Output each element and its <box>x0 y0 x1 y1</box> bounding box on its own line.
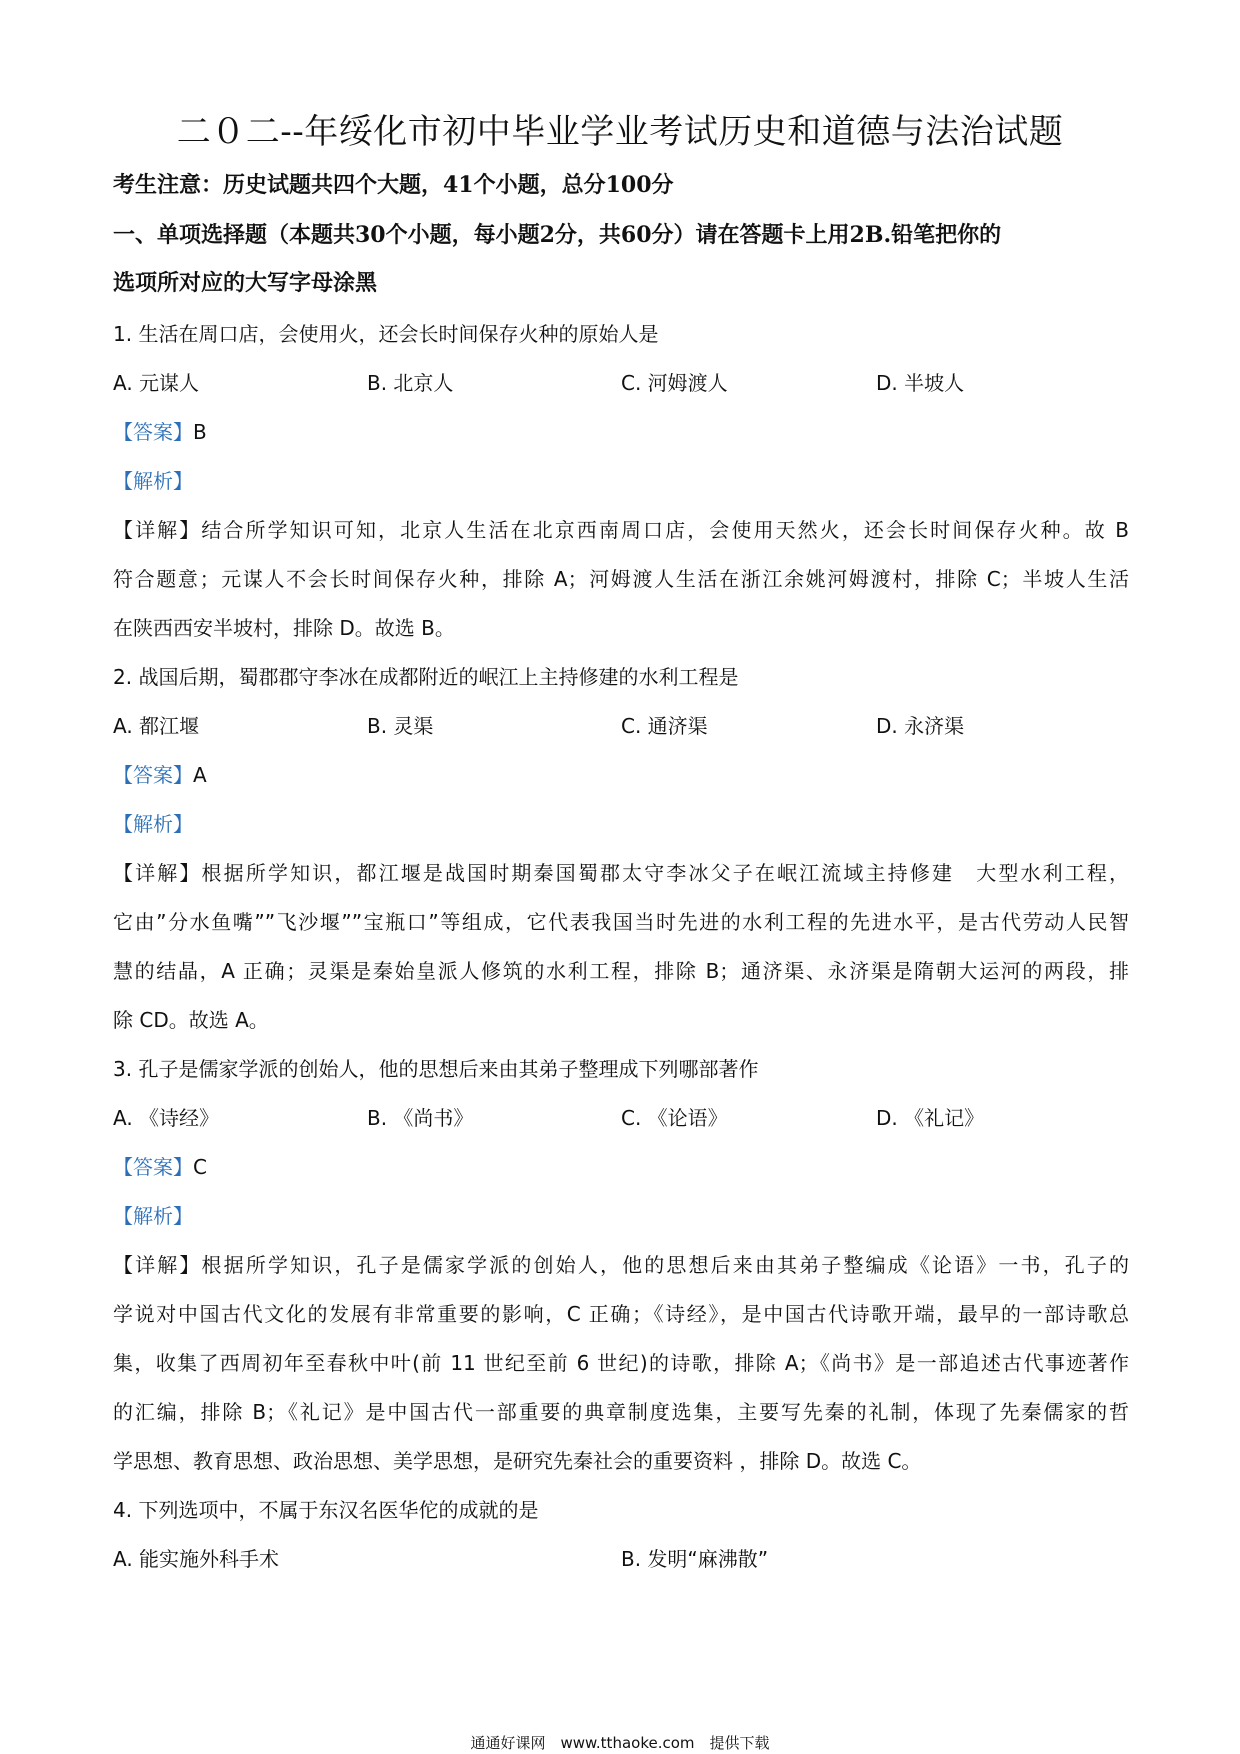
question-3-stem: 3. 孔子是儒家学派的创始人，他的思想后来由其弟子整理成下列哪部著作 <box>113 1057 759 1081</box>
q2-option-c: C. 通济渠 <box>621 714 708 738</box>
q3-option-b: B. 《尚书》 <box>367 1106 474 1130</box>
q3-answer <box>113 1151 207 1180</box>
detail-tag: 【详解】 <box>113 861 202 885</box>
q1-detail-text: 结合所学知识可知，北京人生活在北京西南周口店，会使用天然火，还会长时间保存火种。故 B <box>201 518 1130 542</box>
q2-detail-line <box>113 857 1129 886</box>
q1-option-a: A. 元谋人 <box>113 371 200 395</box>
q1-detail-line <box>113 514 1129 543</box>
detail-tag: 【详解】 <box>113 518 202 542</box>
analysis-tag: 【解析】 <box>113 469 193 493</box>
page-title: 二０二--年绥化市初中毕业学业考试历史和道德与法治试题 <box>176 112 1064 152</box>
q1-option-b: B. 北京人 <box>367 371 454 395</box>
q2-option-d: D. 永济渠 <box>876 714 965 738</box>
answer-tag: 【答案】 <box>113 1155 193 1179</box>
q4-option-a: A. 能实施外科手术 <box>113 1547 280 1571</box>
q2-detail-line: 它由”分水鱼嘴””飞沙堰””宝瓶口”等组成，它代表我国当时先进的水利工程的先进水平，是古代劳动人民智 <box>113 910 1129 934</box>
page-footer: 通通好课网 www.tthaoke.com 提供下载 <box>470 1734 770 1752</box>
q2-detail-line: 除 CD。故选 A。 <box>113 1008 269 1032</box>
q3-detail-line: 学说对中国古代文化的发展有非常重要的影响，C 正确；《诗经》，是中国古代诗歌开端，最早的一部诗歌总 <box>113 1302 1129 1326</box>
q2-detail-line: 慧的结晶，A 正确；灵渠是秦始皇派人修筑的水利工程，排除 B；通济渠、永济渠是隋朝大运河的两段，排 <box>113 959 1129 983</box>
q4-option-b: B. 发明“麻沸散” <box>621 1547 769 1571</box>
q3-detail-line <box>113 1249 1129 1278</box>
q3-detail-line: 的汇编，排除 B；《礼记》是中国古代一部重要的典章制度选集，主要写先秦的礼制，体现了先秦儒家的哲 <box>113 1400 1129 1424</box>
answer-tag: 【答案】 <box>113 420 193 444</box>
q3-detail-line: 集，收集了西周初年至春秋中叶(前 11 世纪至前 6 世纪)的诗歌，排除 A；《尚书》是一部追述古代事迹著作 <box>113 1351 1129 1375</box>
q2-analysis <box>113 808 193 837</box>
q1-analysis <box>113 465 193 494</box>
question-2-stem: 2. 战国后期，蜀郡郡守李冰在成都附近的岷江上主持修建的水利工程是 <box>113 665 739 689</box>
analysis-tag: 【解析】 <box>113 1204 193 1228</box>
exam-notice: 考生注意：历史试题共四个大题，41个小题，总分100分 <box>113 172 674 198</box>
q2-answer <box>113 759 207 788</box>
section-heading-cont: 选项所对应的大写字母涂黑 <box>113 270 378 296</box>
q1-detail-line: 在陕西西安半坡村，排除 D。故选 B。 <box>113 616 455 640</box>
q1-option-d: D. 半坡人 <box>876 371 965 395</box>
question-4-stem: 4. 下列选项中，不属于东汉名医华佗的成就的是 <box>113 1498 539 1522</box>
analysis-tag: 【解析】 <box>113 812 193 836</box>
q3-detail-text: 根据所学知识，孔子是儒家学派的创始人，他的思想后来由其弟子整编成《论语》一书，孔子的 <box>201 1253 1130 1277</box>
q1-answer <box>113 416 207 445</box>
answer-tag: 【答案】 <box>113 763 193 787</box>
q1-answer-value: B <box>193 420 207 444</box>
q3-option-d: D. 《礼记》 <box>876 1106 985 1130</box>
detail-tag: 【详解】 <box>113 1253 202 1277</box>
q2-answer-value: A <box>193 763 207 787</box>
q3-option-a: A. 《诗经》 <box>113 1106 220 1130</box>
q3-detail-line: 学思想、教育思想、政治思想、美学思想，是研究先秦社会的重要资料 ，排除 D。故选 C。 <box>113 1449 922 1473</box>
question-1-stem: 1. 生活在周口店，会使用火，还会长时间保存火种的原始人是 <box>113 322 659 346</box>
q2-detail-text: 根据所学知识，都江堰是战国时期秦国蜀郡太守李冰父子在岷江流域主持修建 大型水利工程， <box>201 861 1130 885</box>
q2-option-a: A. 都江堰 <box>113 714 200 738</box>
section-heading: 一、单项选择题（本题共30个小题，每小题2分，共60分）请在答题卡上用2B.铅笔把你的 <box>113 222 1002 248</box>
q1-detail-line: 符合题意；元谋人不会长时间保存火种，排除 A；河姆渡人生活在浙江余姚河姆渡村，排除 C；半坡人生活 <box>113 567 1129 591</box>
q3-analysis <box>113 1200 193 1229</box>
q3-option-c: C. 《论语》 <box>621 1106 728 1130</box>
q1-option-c: C. 河姆渡人 <box>621 371 728 395</box>
q2-option-b: B. 灵渠 <box>367 714 434 738</box>
q3-answer-value: C <box>193 1155 207 1179</box>
